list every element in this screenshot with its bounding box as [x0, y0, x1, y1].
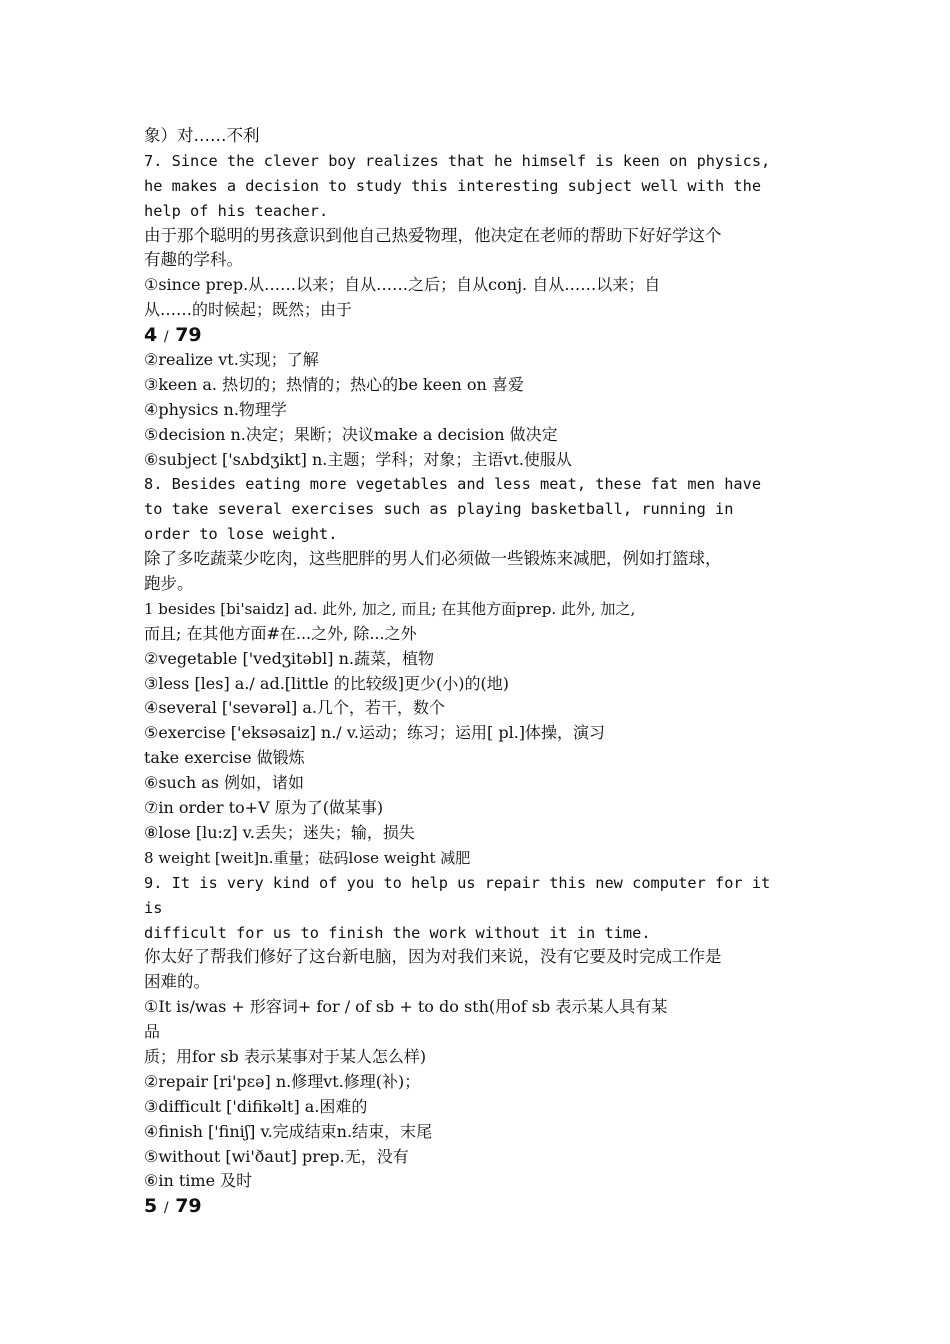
vocab-entry: ②vegetable ['vedʒitəbl] n.蔬菜，植物: [144, 648, 434, 668]
vocab-entry: ①since prep.从……以来；自从……之后；自从conj. 自从……以来；自: [144, 275, 661, 295]
vocab-entry: ⑤decision n.决定；果断；决议make a decision 做决定: [144, 424, 558, 444]
sentence-translation: 有趣的学科。: [144, 250, 243, 270]
page-current: 5: [144, 1195, 158, 1218]
vocab-entry: ⑥in time 及时: [144, 1171, 253, 1191]
vocab-entry: ①It is/was + 形容词+ for / of sb + to do sth(用of sb 表示某人具有某: [144, 997, 668, 1017]
vocab-entry: 品: [144, 1022, 161, 1042]
sentence-english: is: [144, 898, 163, 917]
vocab-entry: 1 besides [bi'saidz] ad. 此外, 加之, 而且; 在其他方面prep. 此外, 加之,: [144, 599, 636, 618]
vocab-entry: ⑥such as 例如，诸如: [144, 773, 305, 793]
sentence-english: 8. Besides eating more vegetables and less meat, these fat men have: [144, 475, 762, 494]
sentence-english: 9. It is very kind of you to help us repair this new computer for it: [144, 873, 771, 892]
vocab-entry: ⑦in order to+V 原为了(做某事): [144, 798, 384, 818]
vocab-entry: ④finish ['finiʃ] v.完成结束n.结束，末尾: [144, 1121, 433, 1141]
vocab-entry: ③difficult ['difikəlt] a.困难的: [144, 1096, 368, 1116]
sentence-english: he makes a decision to study this interesting subject well with the: [144, 176, 762, 195]
page-total: 79: [175, 324, 202, 347]
page-number: [144, 1194, 824, 1219]
sentence-translation: 你太好了帮我们修好了这台新电脑，因为对我们来说，没有它要及时完成工作是: [144, 947, 722, 967]
vocab-entry: 8 weight [weit]n.重量；砝码lose weight 减肥: [144, 848, 471, 867]
vocab-entry: ②realize vt.实现；了解: [144, 350, 319, 370]
vocab-entry: 而且; 在其他方面#在...之外, 除...之外: [144, 623, 417, 643]
page-separator: /: [163, 1200, 169, 1217]
sentence-english: to take several exercises such as playing basketball, running in: [144, 500, 734, 519]
sentence-english: help of his teacher.: [144, 201, 329, 220]
sentence-translation: 除了多吃蔬菜少吃肉，这些肥胖的男人们必须做一些锻炼来减肥，例如打篮球，: [144, 549, 722, 569]
page-number: [144, 323, 824, 348]
sentence-translation: 困难的。: [144, 972, 210, 992]
sentence-english: difficult for us to finish the work without it in time.: [144, 923, 651, 942]
sentence-translation: 跑步。: [144, 574, 194, 594]
vocab-entry: ④physics n.物理学: [144, 399, 287, 419]
vocab-entry: ②repair [ri'pɛə] n.修理vt.修理(补)；: [144, 1071, 421, 1091]
vocab-entry: ④several ['sevərəl] a.几个，若干，数个: [144, 698, 445, 718]
page-separator: /: [163, 329, 169, 346]
vocab-entry: take exercise 做锻炼: [144, 748, 305, 768]
text-line: 象）对……不利: [144, 126, 260, 145]
vocab-entry: ⑥subject ['sʌbdʒikt] n.主题；学科；对象；主语vt.使服从: [144, 449, 572, 469]
document-page: [144, 124, 824, 1219]
vocab-entry: 从……的时候起；既然；由于: [144, 300, 353, 320]
vocab-entry: ⑧lose [lu:z] v.丢失；迷失；输，损失: [144, 822, 415, 842]
sentence-translation: 由于那个聪明的男孩意识到他自己热爱物理，他决定在老师的帮助下好好学这个: [144, 225, 722, 245]
vocab-entry: ③less [les] a./ ad.[little 的比较级]更少(小)的(地): [144, 673, 509, 693]
vocab-entry: ③keen a. 热切的；热情的；热心的be keen on 喜爱: [144, 374, 524, 394]
page-total: 79: [175, 1195, 202, 1218]
sentence-english: 7. Since the clever boy realizes that he himself is keen on physics,: [144, 151, 771, 170]
vocab-entry: ⑤exercise ['eksəsaiz] n./ v.运动；练习；运用[ pl.]体操，演习: [144, 723, 606, 743]
vocab-entry: ⑤without [wi'ðaut] prep.无，没有: [144, 1146, 409, 1166]
vocab-entry: 质；用for sb 表示某事对于某人怎么样): [144, 1046, 427, 1066]
page-current: 4: [144, 324, 158, 347]
sentence-english: order to lose weight.: [144, 525, 338, 544]
